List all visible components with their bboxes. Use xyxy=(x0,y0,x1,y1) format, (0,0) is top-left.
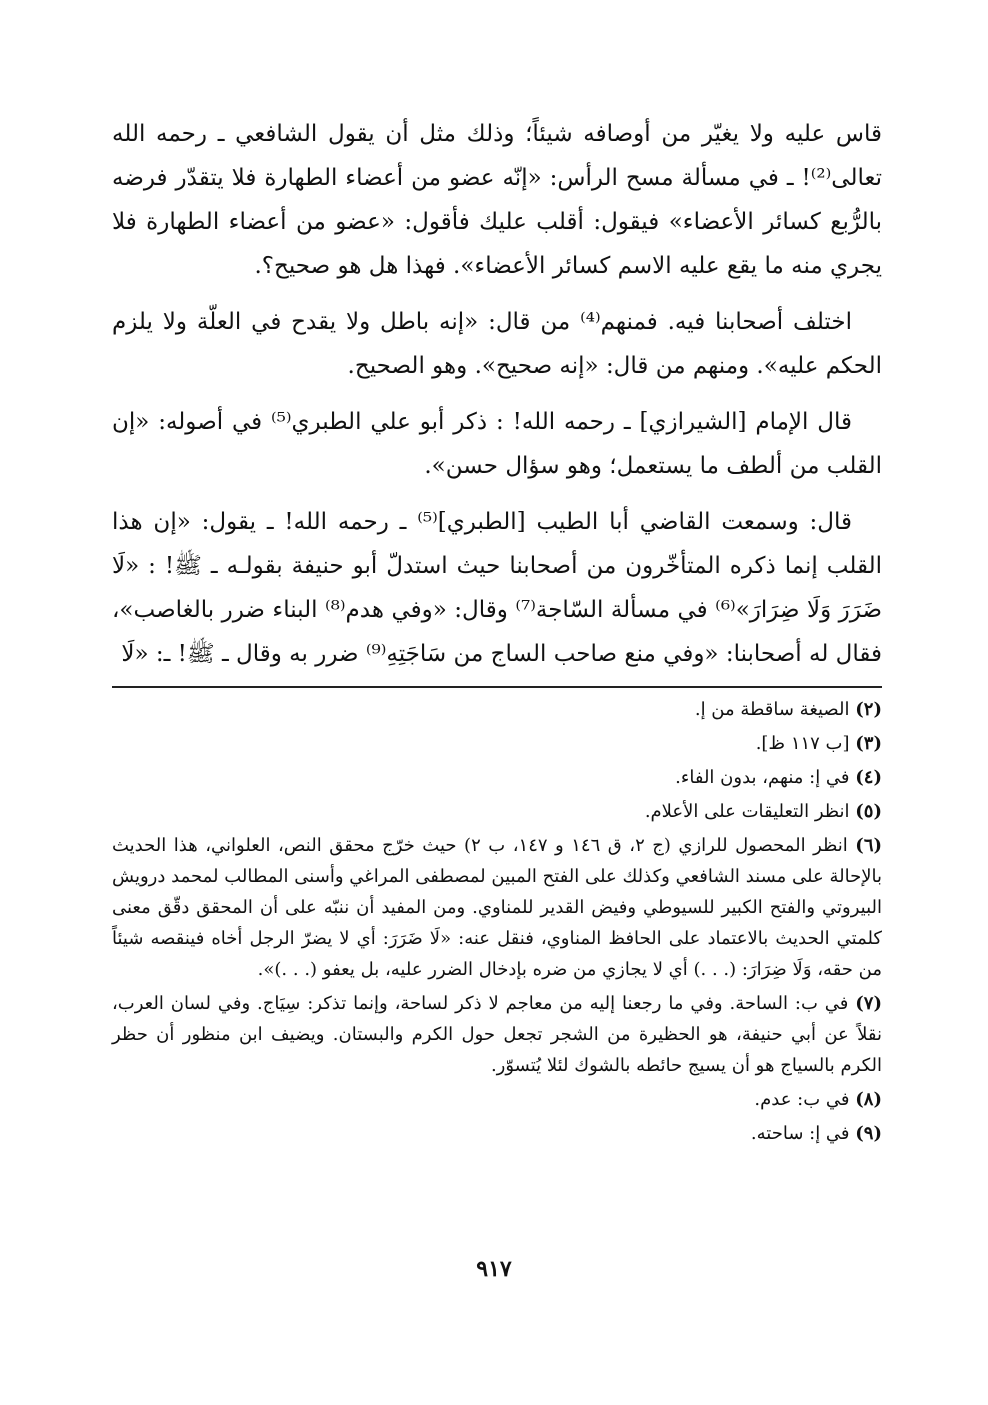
footnote-text: الصيغة ساقطة من إ. xyxy=(694,699,850,720)
footnotes xyxy=(112,694,882,1149)
paragraph-1: قاس عليه ولا يغيّر من أوصافه شيئاً؛ وذلك مثل أن يقول الشافعي ـ رحمه الله تعالى⁽²⁾! ـ في مسألة مسح الرأس: «إنّه عضو من أعضاء الطهارة فلا يتقدّر فرضه بالرُّبع كسائر الأعضاء» فيقول: أقلب عليك فأقول: «عضو من أعضاء الطهارة فلا يجري منه ما يقع عليه الاسم كسائر الأعضاء». فهذا هل هو صحيح؟. xyxy=(112,121,882,279)
footnote-number: (٣) xyxy=(855,733,882,754)
footnote-number: (٦) xyxy=(855,835,883,856)
footnote-text: في إ: منهم، بدون الفاء. xyxy=(675,767,850,788)
page-content xyxy=(112,112,882,1152)
footnote-separator xyxy=(112,686,882,688)
footnote-8 xyxy=(112,1084,882,1115)
footnote-text: في ب: عدم. xyxy=(754,1089,850,1110)
footnote-5 xyxy=(112,796,882,827)
footnote-4 xyxy=(112,762,882,793)
footnote-text: [ب ١١٧ ظ]. xyxy=(755,733,850,754)
footnote-7 xyxy=(112,988,882,1081)
paragraph-2: اختلف أصحابنا فيه. فمنهم⁽⁴⁾ من قال: «إنه باطل ولا يقدح في العلّة ولا يلزم الحكم عليه». ومنهم من قال: «إنه صحيح». وهو الصحيح. xyxy=(112,309,882,379)
page-number: ٩١٧ xyxy=(476,1256,512,1282)
footnote-number: (٤) xyxy=(855,767,882,788)
footnote-number: (٢) xyxy=(855,699,882,720)
footnote-text: انظر التعليقات على الأعلام. xyxy=(644,801,850,822)
footnote-6 xyxy=(112,830,882,985)
footnote-number: (٥) xyxy=(855,801,882,822)
footnote-text: في ب: الساحة. وفي ما رجعنا إليه من معاجم لا ذكر لساحة، وإنما تذكر: سِيَاج. وفي لسان العرب، نقلاً عن أبي حنيفة، هو الحظيرة من الشجر تجعل حول الكرم والبستان. ويضيف ابن منظور أن حظر الكرم بالسياج هو أن يسيج حائطه بالشوك لئلا يُتسوّر. xyxy=(112,993,882,1076)
footnote-number: (٨) xyxy=(855,1089,882,1110)
paragraph-4: قال: وسمعت القاضي أبا الطيب [الطبري]⁽⁵⁾ ـ رحمه الله! ـ يقول: «إن هذا القلب إنما ذكره المتأخّرون من أصحابنا حيث استدلّ أبو حنيفة بقولـه ـ ﷺ! : «لَا ضَرَرَ وَلَا ضِرَارَ»⁽⁶⁾ في مسألة السّاجة⁽⁷⁾ وقال: «وفي هدم⁽⁸⁾ البناء ضرر بالغاصب»، فقال له أصحابنا: «وفي منع صاحب الساج من سَاجَتِهِ⁽⁹⁾ ضرر به وقال ـ ﷺ! ـ: «لَا xyxy=(112,509,882,667)
paragraph-3: قال الإمام [الشيرازي] ـ رحمه الله! : ذكر أبو علي الطبري⁽⁵⁾ في أصوله: «إن القلب من ألطف ما يستعمل؛ وهو سؤال حسن». xyxy=(112,409,882,479)
footnote-3 xyxy=(112,728,882,759)
footnote-number: (٩) xyxy=(855,1123,882,1144)
footnote-text: في إ: ساحته. xyxy=(750,1123,850,1144)
footnote-number: (٧) xyxy=(855,993,882,1014)
footnote-2 xyxy=(112,694,882,725)
footnote-text: انظر المحصول للرازي (ج ٢، ق ١٤٦ و ١٤٧، ب ٢) حيث خرّج محقق النص، العلواني، هذا الحديث بالإحالة على مسند الشافعي وكذلك على الفتح المبين لمصطفى المراغي وأسنى المطالب لمحمد درويش البيروتي والفتح الكبير للسيوطي وفيض القدير للمناوي. ومن المفيد أن ننبّه على أن المحقق دقّق معنى كلمتي الحديث بالاعتماد على الحافظ المناوي، فنقل عنه: «لَا ضَرَرَ: أي لا يضرّ الرجل أخاه فينقصه شيئاً من حقه، وَلَا ضِرَارَ: (. . .) أي لا يجازي من ضره بإدخال الضرر عليه، بل يعفو (. . .)». xyxy=(112,835,882,980)
footnote-9 xyxy=(112,1118,882,1149)
